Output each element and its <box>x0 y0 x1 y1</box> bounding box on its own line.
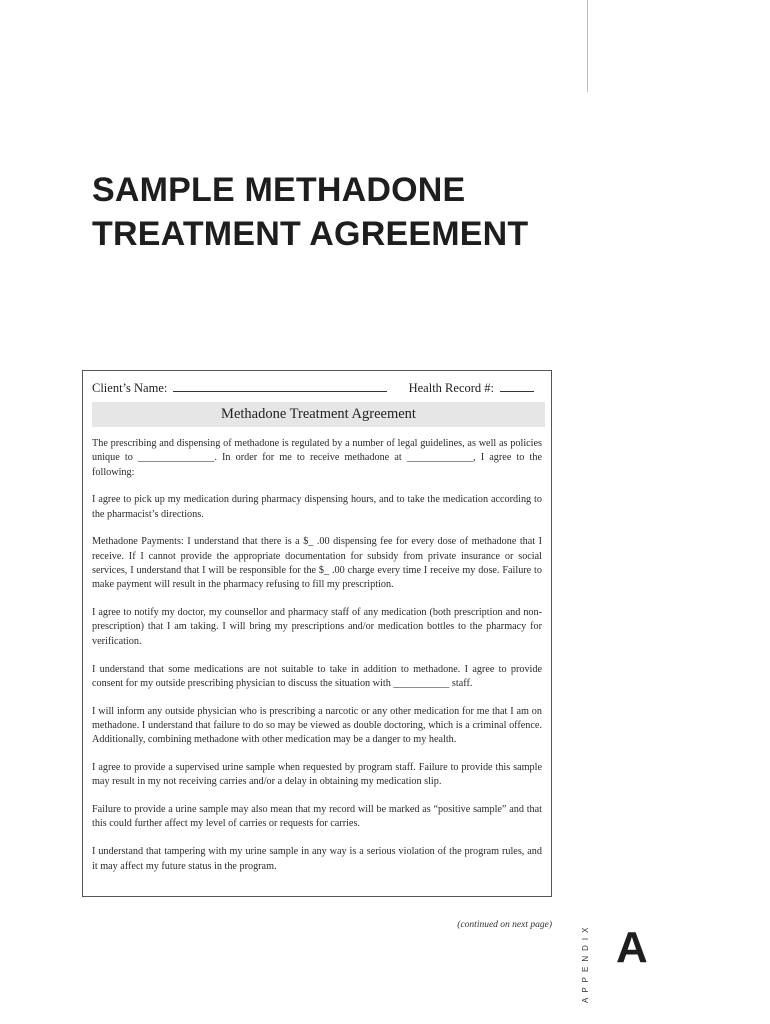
health-record-label: Health Record #: <box>408 381 494 395</box>
agreement-paragraph: I will inform any outside physician who is prescribing a narcotic or any other medication for me that I am on methadone. I understand that failure to do so may be viewed as double doctoring, which is a criminal offence. Additionally, combining methadone with other medication may be a danger to my health. <box>92 705 542 746</box>
agreement-paragraph: Failure to provide a urine sample may also mean that my record will be marked as “positive sample” and that this could further affect my level of carries or requests for carries. <box>92 804 542 830</box>
client-name-label: Client’s Name: <box>92 381 168 395</box>
appendix-letter: A <box>616 923 648 972</box>
continued-note: (continued on next page) <box>457 920 552 930</box>
agreement-paragraph: I agree to pick up my medication during pharmacy dispensing hours, and to take the medication according to the pharmacist’s directions. <box>92 494 542 520</box>
agreement-paragraph: Methadone Payments: I understand that there is a $_ .00 dispensing fee for every dose of methadone that I receive. If I cannot provide the appropriate documentation for subsidy from private insurance or social services, I understand that I will be responsible for the $_ .00 charge every time I receive my dose. Failure to make payment will result in the pharmacy refusing to fill my prescription. <box>92 536 542 591</box>
form-header-fields <box>92 379 542 397</box>
page-title <box>92 168 528 256</box>
client-name-blank[interactable] <box>173 379 387 392</box>
agreement-form <box>82 370 552 897</box>
agreement-paragraph: I agree to provide a supervised urine sample when requested by program staff. Failure to provide this sample may result in my not receiving carries and/or a delay in obtaining my medication slip. <box>92 762 542 788</box>
agreement-paragraph: I agree to notify my doctor, my counsellor and pharmacy staff of any medication (both prescription and non-prescription) that I am taking. I will bring my prescriptions and/or medication bottles to the pharmacy for verification. <box>92 607 542 647</box>
agreement-paragraph: I understand that tampering with my urine sample in any way is a serious violation of the program rules, and it may affect my future status in the program. <box>92 846 542 872</box>
page-title-line-2: TREATMENT AGREEMENT <box>92 215 529 253</box>
agreement-paragraph: I understand that some medications are not suitable to take in addition to methadone. I agree to provide consent for my outside prescribing physician to discuss the situation with ___________ staff. <box>92 663 542 689</box>
appendix-label: APPENDIX <box>581 922 590 1003</box>
health-record-blank[interactable] <box>500 379 534 392</box>
health-record-field <box>409 379 534 396</box>
form-heading: Methadone Treatment Agreement <box>92 402 545 427</box>
client-name-field <box>92 379 387 396</box>
agreement-paragraph: The prescribing and dispensing of methadone is regulated by a number of legal guidelines, as well as policies unique to _______________. In order for me to receive methadone at _____________, I agree to the following: <box>92 438 542 478</box>
agreement-body <box>92 437 542 887</box>
top-divider-line <box>587 0 588 92</box>
page-title-line-1: SAMPLE METHADONE <box>92 171 466 209</box>
